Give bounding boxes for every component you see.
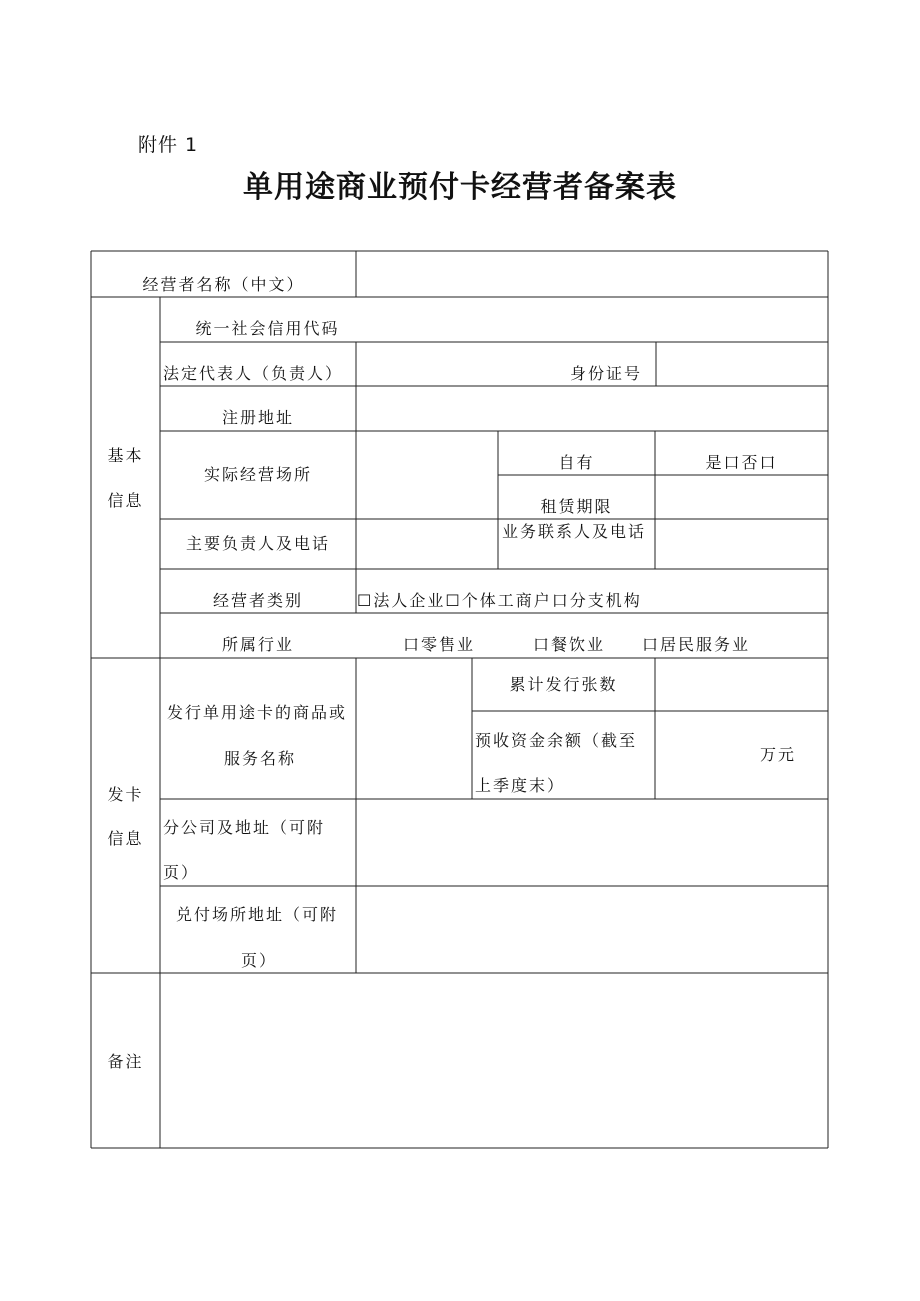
- id-number-label: 身份证号: [570, 364, 643, 383]
- lease-term-label: 租赁期限: [540, 497, 613, 516]
- id-number-field[interactable]: [657, 343, 827, 385]
- operator-type-label: 经营者类别: [212, 591, 303, 610]
- actual-premises-field[interactable]: [357, 432, 497, 518]
- actual-premises-label: 实际经营场所: [203, 465, 312, 484]
- card-info-label-line2: 信息: [107, 829, 144, 848]
- industry-option-catering[interactable]: 口餐饮业: [533, 635, 606, 654]
- form-title: 单用途商业预付卡经营者备案表: [243, 170, 677, 205]
- branch-label-line2: 页）: [163, 863, 200, 882]
- operator-type-options[interactable]: ☐法人企业☐个体工商户口分支机构: [357, 591, 642, 610]
- credit-code-field[interactable]: [376, 298, 827, 341]
- redeem-label-line2: 页）: [241, 951, 278, 970]
- prepaid-balance-label-line1: 预收资金余额（截至: [475, 731, 638, 750]
- goods-services-label-line2: 服务名称: [224, 749, 297, 768]
- goods-services-label-line1: 发行单用途卡的商品或: [167, 703, 348, 722]
- main-contact-field[interactable]: [357, 520, 497, 568]
- registered-address-field[interactable]: [357, 387, 827, 430]
- branch-address-field[interactable]: [357, 800, 827, 885]
- redeem-label-line1: 兑付场所地址（可附: [176, 905, 339, 924]
- goods-services-field[interactable]: [357, 659, 471, 798]
- cumulative-cards-field[interactable]: [656, 659, 827, 710]
- lease-term-field[interactable]: [656, 476, 827, 518]
- legal-rep-label: 法定代表人（负责人）: [163, 364, 344, 383]
- remarks-label: 备注: [107, 1052, 144, 1071]
- basic-info-label-line2: 信息: [107, 491, 144, 510]
- cumulative-cards-label: 累计发行张数: [509, 675, 618, 694]
- business-contact-label: 业务联系人及电话: [502, 522, 647, 541]
- business-contact-field[interactable]: [656, 520, 827, 568]
- registered-address-label: 注册地址: [221, 408, 294, 427]
- main-contact-label: 主要负责人及电话: [185, 534, 330, 553]
- card-info-label-line1: 发卡: [107, 785, 144, 804]
- prepaid-balance-label-line2: 上季度末）: [475, 776, 566, 795]
- industry-option-services[interactable]: 口居民服务业: [642, 635, 751, 654]
- operator-name-label: 经营者名称（中文）: [142, 275, 305, 294]
- credit-code-label: 统一社会信用代码: [195, 319, 340, 338]
- remarks-field[interactable]: [161, 974, 827, 1147]
- owned-options[interactable]: 是口否口: [705, 453, 778, 472]
- basic-info-label-line1: 基本: [107, 446, 144, 465]
- owned-label: 自有: [558, 453, 595, 472]
- industry-option-retail[interactable]: 口零售业: [403, 635, 476, 654]
- branch-label-line1: 分公司及地址（可附: [163, 818, 326, 837]
- industry-label: 所属行业: [221, 635, 294, 654]
- operator-name-field[interactable]: [357, 252, 827, 296]
- prepaid-balance-unit: 万元: [760, 745, 797, 764]
- redeem-address-field[interactable]: [357, 887, 827, 972]
- attachment-label: 附件 1: [138, 134, 199, 156]
